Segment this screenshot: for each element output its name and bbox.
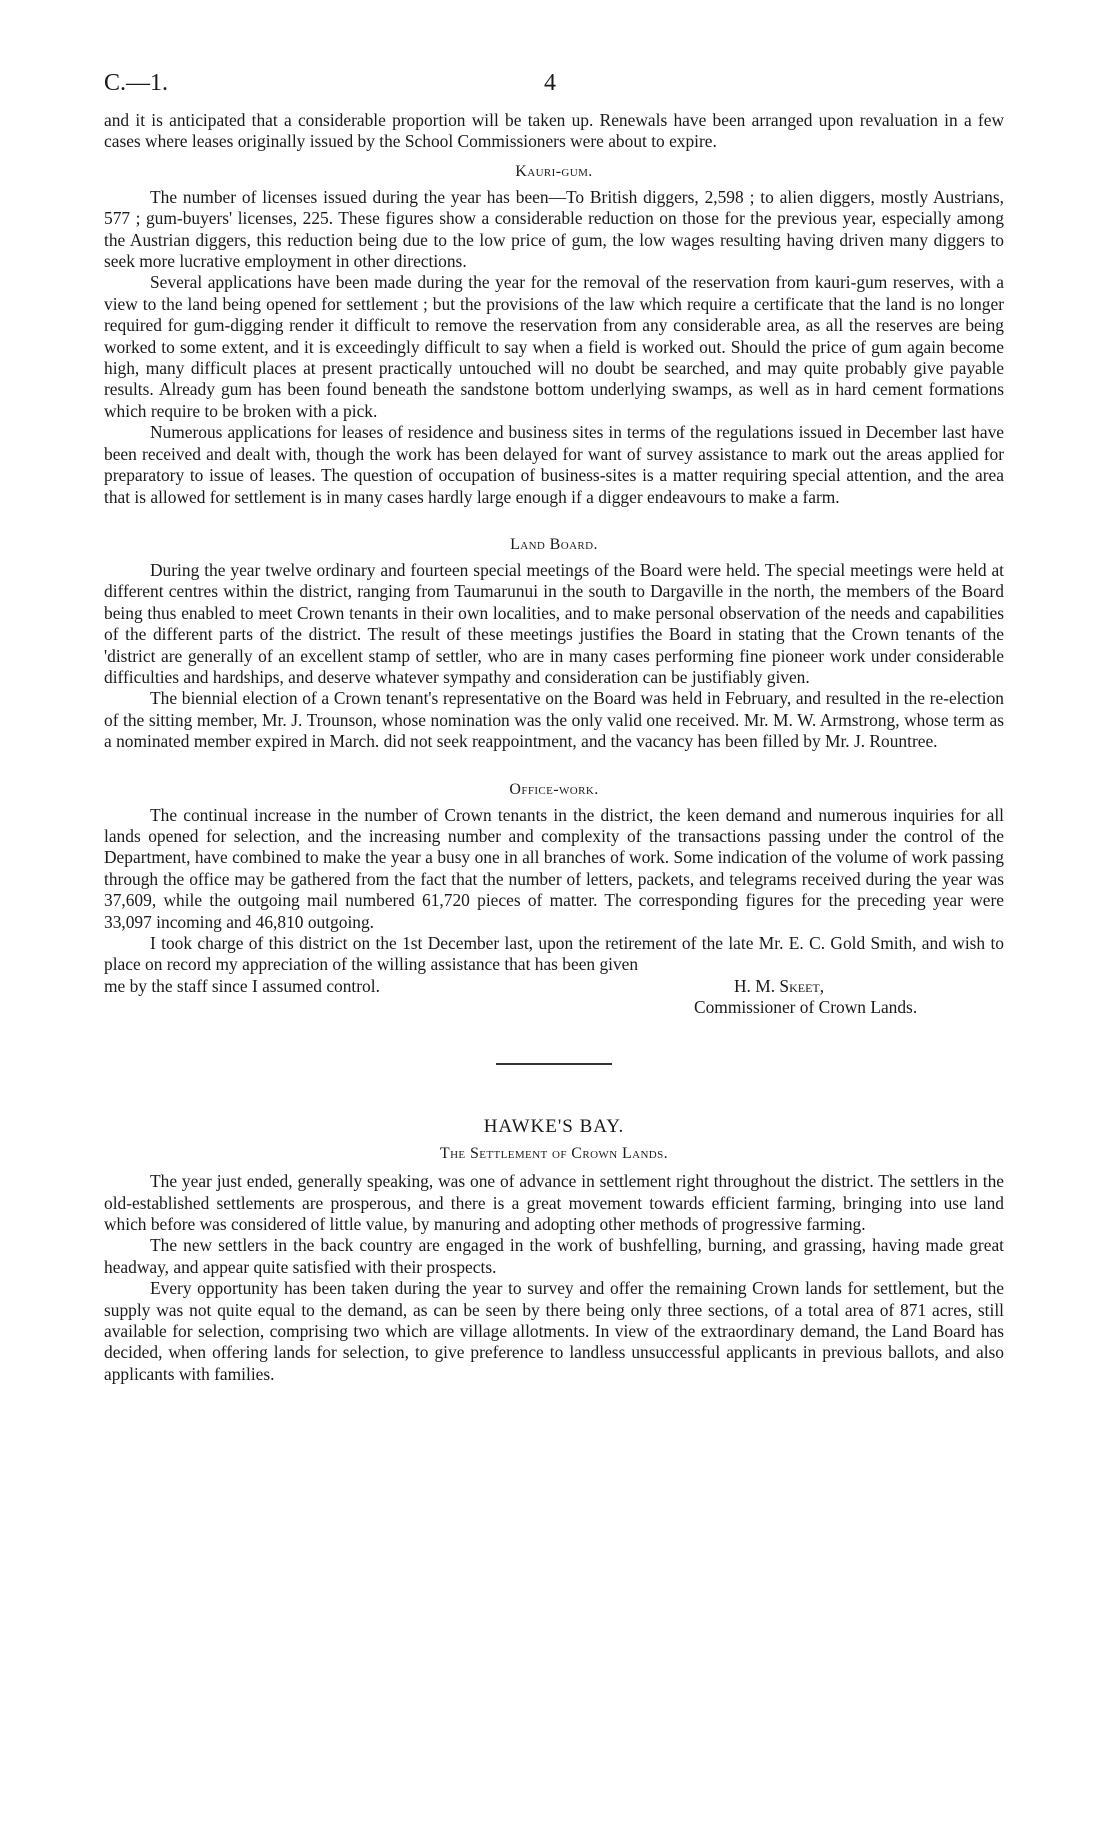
land-board-heading: Land Board.	[510, 535, 598, 553]
office-work-paragraph-2: I took charge of this district on the 1st December last, upon the retirement of the late Mr. E. C. Gold Smith, and wish to place on record my appreciation of the willing assistance that has been given	[104, 933, 1004, 975]
kauri-paragraph-1: The number of licenses issued during the year has been—To British diggers, 2,598 ; to alien diggers, mostly Austrians, 577 ; gum-buyers' licenses, 225. These figures show a considerable reduction on those for the previous year, especially among the Austrian diggers, this reduction being due to the low price of gum, the low wages resulting having driven many diggers to seek more lucrative employment in other directions.	[104, 186, 1004, 272]
page-number: 4	[544, 70, 556, 96]
intro-paragraph: and it is anticipated that a considerable proportion will be taken up. Renewals have been arranged upon revaluation in a few cases where leases originally issued by the School Commissioners were about to expire.	[104, 110, 1004, 152]
document-page	[104, 70, 1004, 1385]
document-reference: C.—1.	[104, 70, 169, 96]
signature-row	[104, 976, 1004, 997]
kauri-paragraph-3: Numerous applications for leases of residence and business sites in terms of the regulations issued in December last have been received and dealt with, though the work has been delayed for want of survey assistance to mark out the areas applied for preparatory to issue of leases. The question of occupation of business-sites is a matter requiring special attention, and the area that is allowed for settlement is in many cases hardly large enough if a digger endeavours to make a farm.	[104, 422, 1004, 507]
page-header	[104, 70, 1004, 110]
land-board-paragraph-2: The biennial election of a Crown tenant's representative on the Board was held in February, and resulted in the re-election of the sitting member, Mr. J. Trounson, whose nomination was the only valid one received. Mr. M. W. Armstrong, whose term as a nominated member expired in March. did not seek reappointment, and the vacancy has been filled by Mr. J. Rountree.	[104, 688, 1004, 752]
kauri-gum-heading: Kauri-gum.	[515, 162, 593, 180]
section-divider	[496, 1063, 612, 1065]
settlement-subheading: The Settlement of Crown Lands.	[439, 1145, 669, 1163]
hawkes-paragraph-3: Every opportunity has been taken during the year to survey and offer the remaining Crown lands for settlement, but the supply was not quite equal to the demand, as can be seen by there being only three sections, of a total area of 871 acres, still available for selection, comprising two which are village allotments. In view of the extraordinary demand, the Land Board has decided, when offering lands for selection, to give preference to landless unsuccessful applicants in previous ballots, and also applicants with families.	[104, 1278, 1004, 1384]
signature-title: Commissioner of Crown Lands.	[694, 997, 918, 1018]
signature-title-row	[104, 997, 1004, 1019]
hawkes-paragraph-1: The year just ended, generally speaking, was one of advance in settlement right throughout the district. The settlers in the old-established settlements are prosperous, and there is a great movement towards efficient farming, bringing into use land which before was considered of little value, by manuring and adopting other methods of progressive farming.	[104, 1171, 1004, 1235]
office-work-heading: Office-work.	[509, 780, 599, 798]
office-work-paragraph-1: The continual increase in the number of Crown tenants in the district, the keen demand and numerous inquiries for all lands opened for selection, and the increasing number and complexity of the transactions passing under the control of the Department, have combined to make the year a busy one in all branches of work. Some indication of the volume of work passing through the office may be gathered from the fact that the number of letters, packets, and telegrams received during the year was 37,609, while the outgoing mail numbered 61,720 pieces of matter. The corresponding figures for the preceding year were 33,097 incoming and 46,810 outgoing.	[104, 804, 1004, 932]
hawkes-paragraph-2: The new settlers in the back country are engaged in the work of bushfelling, burning, and grassing, having made great headway, and appear quite satisfied with their prospects.	[104, 1235, 1004, 1277]
land-board-paragraph-1: During the year twelve ordinary and fourteen special meetings of the Board were held. The special meetings were held at different centres within the district, ranging from Taumarunui in the south to Dargaville in the north, the members of the Board being thus enabled to meet Crown tenants in their own localities, and to make personal observation of the needs and capabilities of the different parts of the district. The result of these meetings justifies the Board in stating that the Crown tenants of the 'district are generally of an excellent stamp of settler, who are in many cases performing fine pioneer work under considerable difficulties and hardships, and deserve whatever sympathy and consideration can be justifiably given.	[104, 559, 1004, 687]
hawkes-bay-heading: HAWKE'S BAY.	[483, 1116, 625, 1138]
signature-name: H. M. Skeet,	[734, 975, 825, 996]
office-work-paragraph-2-end: me by the staff since I assumed control.	[104, 975, 380, 996]
kauri-paragraph-2: Several applications have been made during the year for the removal of the reservation from kauri-gum reserves, with a view to the land being opened for settlement ; but the provisions of the law which require a certificate that the land is no longer required for gum-digging render it difficult to remove the reservation from any considerable area, as all the reserves are being worked to some extent, and it is exceedingly difficult to say when a field is worked out. Should the price of gum again become high, many difficult places at present practically untouched will no doubt be searched, and may quite probably give payable results. Already gum has been found beneath the sandstone bottom underlying swamps, as well as in hard cement formations which require to be broken with a pick.	[104, 272, 1004, 421]
